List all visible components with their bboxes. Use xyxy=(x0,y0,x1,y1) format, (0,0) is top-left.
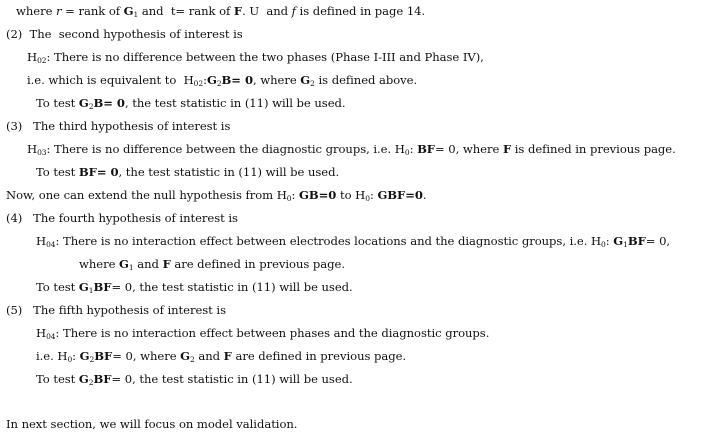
text-segment: G xyxy=(78,96,89,110)
text-segment: : There is no interaction effect between phases and the diagnostic groups. xyxy=(55,326,490,340)
text-segment: , where xyxy=(252,73,301,87)
text-segment: In next section, we will focus on model validation. xyxy=(6,417,298,431)
subscript: 1 xyxy=(623,240,628,249)
text-segment: Now, one can extend the null hypothesis from H xyxy=(6,188,287,202)
text-segment: BF xyxy=(93,372,112,386)
text-line xyxy=(6,118,230,134)
subscript: 2 xyxy=(89,355,95,364)
text-segment: = 0, where xyxy=(435,142,503,156)
text-line xyxy=(6,26,243,42)
text-segment: . xyxy=(422,188,427,202)
text-line xyxy=(6,302,226,318)
subscript: 04 xyxy=(46,240,56,249)
text-segment: F xyxy=(223,349,232,363)
text-segment: : xyxy=(291,188,300,202)
subscript: 0 xyxy=(365,194,370,203)
text-segment: are defined in previous page. xyxy=(231,349,407,363)
text-segment: (3) The third hypothesis of interest is xyxy=(6,119,231,133)
subscript: 2 xyxy=(88,102,94,111)
text-segment: : xyxy=(605,234,614,248)
text-line xyxy=(27,72,417,88)
text-segment: G xyxy=(300,73,311,87)
text-segment: = rank of xyxy=(61,4,124,18)
text-segment: : There is no interaction effect between electrodes locations and the diagnostic groups, i.e. H xyxy=(55,234,602,248)
text-segment: G xyxy=(78,372,89,386)
text-segment: : xyxy=(203,73,207,87)
subscript: 1 xyxy=(133,10,139,19)
text-segment: , the test statistic in (11) will be used. xyxy=(118,165,340,179)
text-segment: H xyxy=(36,326,47,340)
text-segment: , the test statistic in (11) will be used. xyxy=(124,96,346,110)
text-segment: and t= rank of xyxy=(138,4,234,18)
text-segment: = 0, the test statistic in (11) will be used. xyxy=(111,280,353,294)
text-segment: G xyxy=(79,349,90,363)
text-segment: are defined in previous page. xyxy=(170,257,345,271)
text-segment: and xyxy=(194,349,224,363)
text-segment: r xyxy=(56,4,62,18)
text-segment: : There is no difference between the diagnostic groups, i.e. H xyxy=(46,142,405,156)
text-line xyxy=(27,141,676,157)
text-segment: BF xyxy=(627,234,646,248)
text-line xyxy=(36,95,346,111)
text-segment: GBF=0 xyxy=(377,188,423,202)
text-segment: f xyxy=(291,4,296,18)
text-segment: = 0, xyxy=(645,234,671,248)
subscript: 1 xyxy=(88,286,94,295)
text-segment: : xyxy=(369,188,378,202)
text-line xyxy=(6,187,427,203)
subscript: 2 xyxy=(190,355,195,364)
text-segment: (5) The fifth hypothesis of interest is xyxy=(6,303,226,317)
text-line xyxy=(36,233,670,249)
text-segment: (2) The second hypothesis of interest is xyxy=(6,27,243,41)
text-segment: : xyxy=(72,349,80,363)
text-line xyxy=(36,348,406,364)
text-segment: : xyxy=(409,142,418,156)
text-segment: H xyxy=(27,50,38,64)
subscript: 03 xyxy=(37,148,47,157)
subscript: 1 xyxy=(128,263,134,272)
text-segment: G xyxy=(180,349,190,363)
subscript: 0 xyxy=(67,355,73,364)
subscript: 02 xyxy=(37,56,47,65)
text-segment: : There is no difference between the two phases (Phase I-III and Phase IV), xyxy=(46,50,484,64)
text-segment: F xyxy=(233,4,243,18)
text-line xyxy=(6,416,297,432)
text-segment: F xyxy=(162,257,171,271)
text-segment: G xyxy=(78,280,89,294)
text-line xyxy=(79,256,345,272)
text-segment: BF xyxy=(417,142,435,156)
text-segment: = 0, the test statistic in (11) will be used. xyxy=(111,372,353,386)
text-segment: To test xyxy=(36,96,79,110)
subscript: 02 xyxy=(193,79,204,88)
text-segment: where xyxy=(16,4,57,18)
text-line xyxy=(36,325,489,341)
text-segment: is defined in previous page. xyxy=(511,142,676,156)
text-line xyxy=(36,279,353,295)
text-segment: G xyxy=(119,257,129,271)
text-segment: BF= 0 xyxy=(78,165,119,179)
text-segment: H xyxy=(27,142,38,156)
text-segment: F xyxy=(502,142,512,156)
text-line xyxy=(6,210,238,226)
text-line xyxy=(16,3,425,19)
subscript: 2 xyxy=(310,79,315,88)
text-line xyxy=(36,164,339,180)
text-segment: To test xyxy=(36,165,79,179)
subscript: 2 xyxy=(216,79,222,88)
text-segment: = 0, where xyxy=(112,349,181,363)
subscript: 0 xyxy=(286,194,292,203)
text-segment: G xyxy=(613,234,624,248)
text-segment: is defined in page 14. xyxy=(295,4,426,18)
subscript: 0 xyxy=(404,148,410,157)
text-segment: BF xyxy=(94,349,113,363)
text-segment: . U and xyxy=(242,4,292,18)
text-segment: BF xyxy=(93,280,112,294)
text-segment: B= 0 xyxy=(221,73,253,87)
text-segment: (4) The fourth hypothesis of interest is xyxy=(6,211,238,225)
text-segment: where xyxy=(79,257,120,271)
text-segment: i.e. which is equivalent to H xyxy=(27,73,194,87)
text-segment: H xyxy=(36,234,47,248)
subscript: 2 xyxy=(88,378,94,387)
text-segment: and xyxy=(133,257,163,271)
text-segment: B= 0 xyxy=(93,96,125,110)
text-segment: To test xyxy=(36,280,79,294)
text-segment: is defined above. xyxy=(314,73,418,87)
subscript: 0 xyxy=(601,240,606,249)
text-line xyxy=(27,49,484,65)
subscript: 04 xyxy=(46,332,56,341)
text-segment: GB=0 xyxy=(299,188,337,202)
text-segment: i.e. H xyxy=(36,349,68,363)
text-line xyxy=(36,371,353,387)
text-segment: G xyxy=(123,4,134,18)
text-segment: To test xyxy=(36,372,79,386)
text-segment: G xyxy=(206,73,217,87)
text-segment: to H xyxy=(336,188,366,202)
